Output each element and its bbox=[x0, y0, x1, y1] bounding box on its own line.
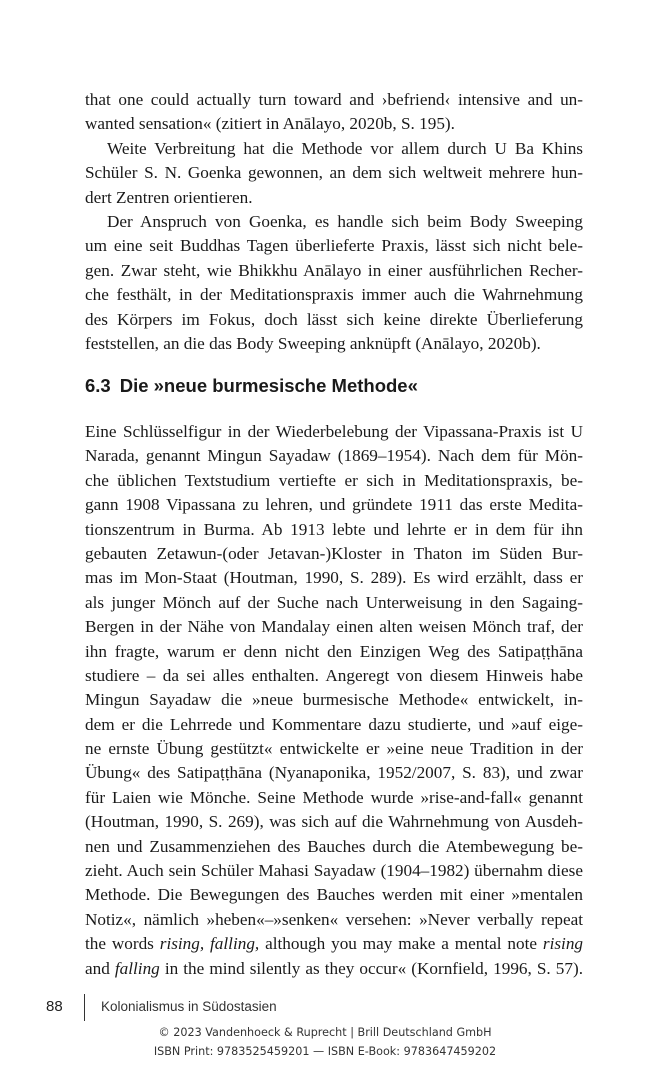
text-line: Eine Schlüsselfigur in der Wiederbelebung der Vipassana-Praxis ist U bbox=[85, 422, 583, 441]
italic-run: rising bbox=[542, 934, 583, 954]
text-line: tionszentrum in Burma. Ab 1913 lebte und lehrte er in dem für ihn bbox=[85, 519, 583, 539]
text-line: Übung« des Satipaṭṭhāna (Nyanaponika, 1952/2007, S. 83), und zwar bbox=[85, 763, 583, 783]
text-line: nen und Zusammenziehen des Bauches durch die Atembewegung be- bbox=[85, 836, 583, 856]
text-line: gen. Zwar steht, wie Bhikkhu Anālayo in einer ausführlichen Recher- bbox=[85, 260, 583, 280]
text-line: che üblichen Textstudium vertiefte er sich in Meditationspraxis, be- bbox=[85, 470, 583, 490]
text-line: um eine seit Buddhas Tagen überlieferte Praxis, lässt sich nicht bele- bbox=[85, 236, 583, 256]
text-line: Narada, genannt Mingun Sayadaw (1869–1954). Nach dem für Mön- bbox=[85, 446, 583, 466]
italic-run: rising, falling, bbox=[159, 934, 260, 954]
text-line: Der Anspruch von Goenka, es handle sich beim Body Sweeping bbox=[107, 211, 583, 231]
text-line: dem er die Lehrrede und Kommentare dazu studierte, und »auf eige- bbox=[85, 714, 583, 734]
footer-divider bbox=[84, 994, 85, 1021]
text-line: Notiz«, nämlich »heben«–»senken« versehen: »Never verbally repeat bbox=[85, 909, 583, 929]
italic-run: falling bbox=[114, 958, 160, 978]
text-line: (Houtman, 1990, S. 269), was sich auf die Wahrnehmung von Ausdeh- bbox=[85, 812, 583, 832]
text-line: studiere – da sei alles enthalten. Angeregt von diesem Hinweis habe bbox=[85, 665, 583, 685]
text-line: ne ernste Übung gestützt« entwickelte er »eine neue Tradition in der bbox=[85, 739, 583, 759]
text-line: zieht. Auch sein Schüler Mahasi Sayadaw (1904–1982) übernahm diese bbox=[85, 861, 583, 881]
text-run: in the mind silently as they occur« (Kornfield, 1996, S. 57). bbox=[159, 958, 583, 978]
text-line: für Laien wie Mönche. Seine Methode wurde »rise-and-fall« genannt bbox=[85, 787, 583, 807]
text-line: gann 1908 Vipassana zu lehren, und gründete 1911 das erste Medita- bbox=[85, 495, 583, 515]
text-line: Mingun Sayadaw die »neue burmesische Methode« entwickelt, in- bbox=[85, 690, 583, 710]
upper-text bbox=[85, 88, 583, 356]
text-run: and bbox=[85, 958, 115, 978]
section-heading bbox=[85, 375, 418, 397]
text-line: dert Zentren orientieren. bbox=[85, 187, 253, 207]
text-line: des Körpers im Fokus, doch lässt sich keine direkte Überlieferung bbox=[85, 309, 583, 329]
text-line-with-italics bbox=[85, 957, 583, 981]
text-line: wanted sensation« (zitiert in Anālayo, 2020b, S. 195). bbox=[85, 114, 455, 134]
text-line: als junger Mönch auf der Suche nach Unterweisung in den Sagaing- bbox=[85, 592, 583, 612]
text-line: mas im Mon-Staat (Houtman, 1990, S. 289). Es wird erzählt, dass er bbox=[85, 568, 583, 588]
text-line: that one could actually turn toward and ›befriend‹ intensive and un- bbox=[85, 90, 583, 109]
text-line: gebauten Zetawun-(oder Jetavan-)Kloster in Thaton im Süden Bur- bbox=[85, 543, 583, 563]
copyright-line: © 2023 Vandenhoeck & Ruprecht | Brill Deutschland GmbH bbox=[158, 1026, 492, 1039]
isbn-line: ISBN Print: 9783525459201 — ISBN E-Book: 9783647459202 bbox=[153, 1045, 497, 1058]
text-line: ihn fragte, warum er denn nicht den Einzigen Weg des Satipaṭṭhāna bbox=[85, 641, 583, 661]
section-number: 6.3 bbox=[85, 375, 111, 396]
page-number: 88 bbox=[46, 998, 63, 1015]
text-line: che festhält, in der Meditationspraxis immer auch die Wahrnehmung bbox=[85, 285, 583, 305]
text-line: Schüler S. N. Goenka gewonnen, an dem sich weltweit mehrere hun- bbox=[85, 163, 583, 183]
text-line: Methode. Die Bewegungen des Bauches werden mit einer »mentalen bbox=[85, 885, 583, 905]
text-run: although you may make a mental note bbox=[259, 934, 543, 954]
text-line: Bergen in der Nähe von Mandalay einen alten weisen Mönch traf, der bbox=[85, 617, 583, 637]
section-title: Die »neue burmesische Methode« bbox=[119, 375, 418, 396]
running-title: Kolonialismus in Südostasien bbox=[101, 999, 277, 1014]
text-run: the words bbox=[85, 934, 160, 954]
lower-text bbox=[85, 420, 583, 981]
text-line: feststellen, an die das Body Sweeping anknüpft (Anālayo, 2020b). bbox=[85, 333, 541, 353]
text-line-with-italics bbox=[85, 932, 583, 956]
text-line: Weite Verbreitung hat die Methode vor allem durch U Ba Khins bbox=[107, 138, 583, 158]
